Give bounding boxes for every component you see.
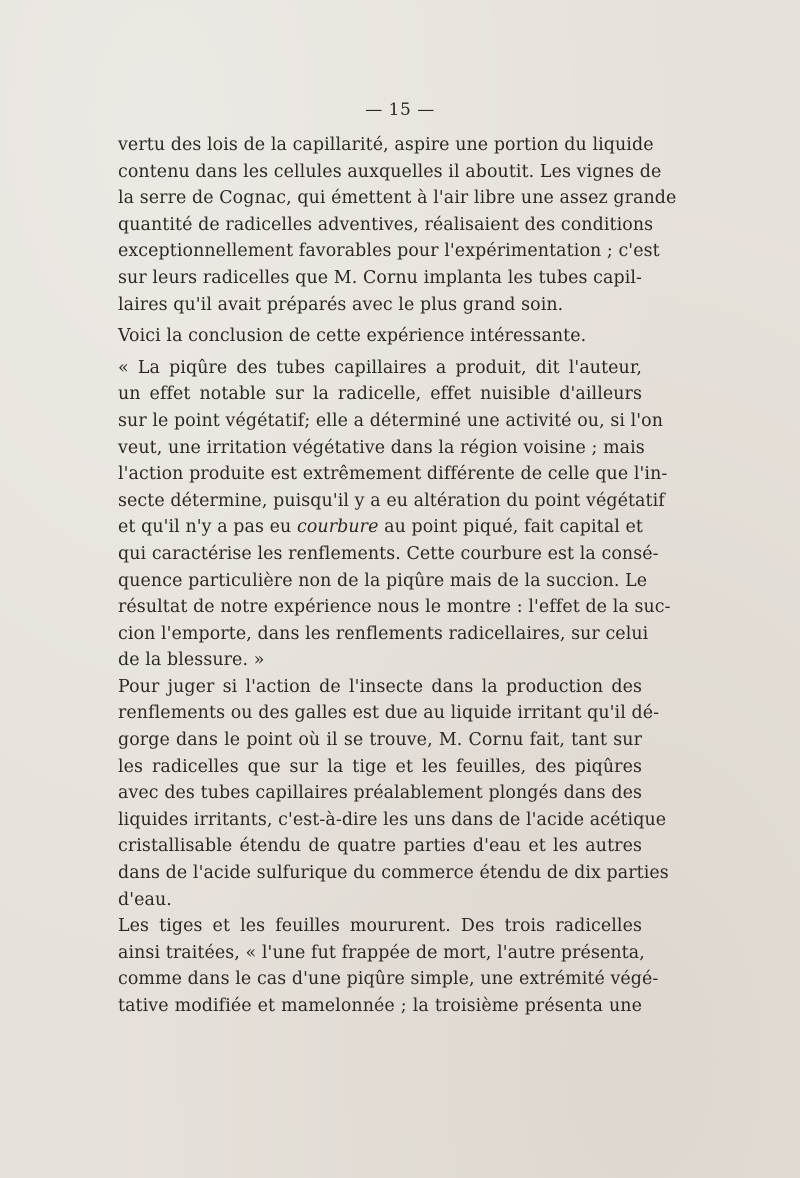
paragraph <box>118 132 677 318</box>
text-line: avec des tubes capillaires préalablement plongés dans des <box>118 783 642 804</box>
text-line: renflements ou des galles est due au liquide irritant qu'il dé- <box>118 703 660 724</box>
page-number: — 15 — <box>365 100 435 120</box>
text-line: cristallisable étendu de quatre parties d'eau et les autres <box>118 836 642 857</box>
text-line: quence particulière non de la piqûre mais de la succion. Le <box>118 570 648 591</box>
text-line: « La piqûre des tubes capillaires a produit, dit l'auteur, <box>118 357 642 378</box>
text-line: contenu dans les cellules auxquelles il aboutit. Les vignes de <box>118 161 662 182</box>
italic-word: courbure <box>297 517 379 538</box>
text-line: sur le point végétatif; elle a déterminé une activité ou, si l'on <box>118 410 664 431</box>
paragraph <box>118 913 659 1019</box>
text-line: un effet notable sur la radicelle, effet nuisible d'ailleurs <box>118 384 642 405</box>
text-segment: et qu'il n'y a pas eu <box>118 517 292 538</box>
text-line: quantité de radicelles adventives, réalisaient des conditions <box>118 214 654 235</box>
text-line: de la blessure. » <box>118 650 265 671</box>
text-line: dans de l'acide sulfurique du commerce étendu de dix parties <box>118 863 669 884</box>
text-line: Les tiges et les feuilles moururent. Des trois radicelles <box>118 916 642 937</box>
text-line: les radicelles que sur la tige et les feuilles, des piqûres <box>118 756 642 777</box>
text-line: sur leurs radicelles que M. Cornu implanta les tubes capil- <box>118 267 642 288</box>
text-line: Voici la conclusion de cette expérience intéressante. <box>118 326 587 347</box>
body-text <box>118 132 677 1020</box>
text-line: veut, une irritation végétative dans la région voisine ; mais <box>118 437 645 458</box>
text-line: qui caractérise les renflements. Cette courbure est la consé- <box>118 543 659 564</box>
text-line: résultat de notre expérience nous le montre : l'effet de la suc- <box>118 597 671 618</box>
text-line: Pour juger si l'action de l'insecte dans la production des <box>118 676 642 697</box>
text-line: d'eau. <box>118 889 172 910</box>
paragraph <box>118 355 671 674</box>
text-line: ainsi traitées, « l'une fut frappée de mort, l'autre présenta, <box>118 942 645 963</box>
text-line: laires qu'il avait préparés avec le plus grand soin. <box>118 294 564 315</box>
text-line: cion l'emporte, dans les renflements radicellaires, sur celui <box>118 623 649 644</box>
text-line: vertu des lois de la capillarité, aspire une portion du liquide <box>118 135 654 155</box>
paragraph <box>118 323 642 350</box>
text-line: gorge dans le point où il se trouve, M. Cornu fait, tant sur <box>118 730 642 751</box>
text-line: la serre de Cognac, qui émettent à l'air libre une assez grande <box>118 188 677 209</box>
text-line: secte détermine, puisqu'il y a eu altération du point végétatif <box>118 490 665 511</box>
text-line-with-italic <box>118 514 642 541</box>
text-segment: au point piqué, fait capital et <box>384 517 643 538</box>
text-line: exceptionnellement favorables pour l'expérimentation ; c'est <box>118 241 660 262</box>
text-line: l'action produite est extrêmement différente de celle que l'in- <box>118 464 668 485</box>
text-line: comme dans le cas d'une piqûre simple, une extrémité végé- <box>118 969 659 990</box>
text-line: tative modifiée et mamelonnée ; la troisième présenta une <box>118 996 642 1016</box>
text-line: liquides irritants, c'est-à-dire les uns dans de l'acide acétique <box>118 809 667 830</box>
paragraph <box>118 674 669 913</box>
